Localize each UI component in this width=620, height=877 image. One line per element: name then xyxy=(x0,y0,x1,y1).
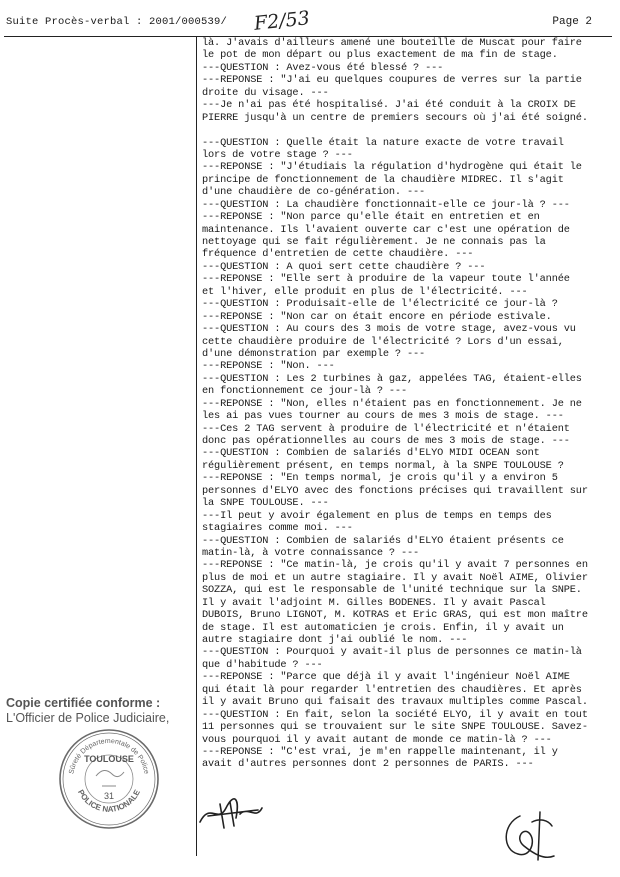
handwritten-reference: F2/53 xyxy=(253,7,311,35)
certified-copy-label: Copie certifiée conforme : xyxy=(6,696,161,710)
statement-line: Il y avait l'adjoint M. Gilles BODENES. Il y avait Pascal xyxy=(202,596,546,609)
statement-line: et l'hiver, elle produit en plus de l'électricité. --- xyxy=(202,285,528,298)
page-number: Page 2 xyxy=(552,16,592,28)
statement-line: ---REPONSE : "Non car on était encore en période estivale. xyxy=(202,310,552,323)
statement-line: les ai pas vues tourner au cours de mes 3 mois de stage. --- xyxy=(202,410,564,423)
statement-line: vous pourquoi il y avait autant de monde ce matin-là ? --- xyxy=(202,733,552,746)
statement-line: nettoyage qui se fait régulièrement. Je ne connais pas la xyxy=(202,236,546,248)
statement-line: 11 personnes qui se trouvaient sur le site SNPE TOULOUSE. Savez- xyxy=(202,721,588,734)
statement-line: ---REPONSE : "Non, elles n'étaient pas en fonctionnement. Je ne xyxy=(202,397,582,410)
statement-line: autre stagiaire dont j'ai oublié le nom. --- xyxy=(202,634,468,646)
page-header xyxy=(4,7,612,37)
statement-line: que d'habitude ? --- xyxy=(202,658,323,671)
statement-line: stagiaires comme moi. --- xyxy=(202,522,353,535)
statement-line xyxy=(202,124,607,136)
statement-line: PIERRE jusqu'à un centre de premiers secours où j'ai été soigné. xyxy=(202,111,588,124)
statement-line: ---REPONSE : "J'ai eu quelques coupures de verres sur la partie xyxy=(202,74,582,87)
statement-line: de stage. Il est automaticien je crois. Enfin, il y avait un xyxy=(202,621,564,634)
statement-line: SOZZA, qui est le responsable de l'unité technique sur la SNPE. xyxy=(202,584,582,597)
seal-number: 31 xyxy=(103,791,115,801)
statement-line: ---REPONSE : "C'est vrai, je m'en rappelle maintenant, il y xyxy=(202,745,558,758)
statement-line: ---REPONSE : "Elle sert à produire de la vapeur toute l'année xyxy=(202,273,570,286)
certification-stamp xyxy=(6,696,196,725)
statement-line: ---QUESTION : Pourquoi y avait-il plus de personnes ce matin-là xyxy=(202,646,582,659)
statement-line: plus de moi et un autre stagiaire. Il y avait Noël AIME, Olivier xyxy=(202,571,588,584)
statement-line: ---REPONSE : "Ce matin-là, je crois qu'il y avait 7 personnes en xyxy=(202,559,588,572)
statement-line: ---QUESTION : En fait, selon la société ELYO, il y avait en tout xyxy=(202,708,588,721)
statement-line: principe de fonctionnement de la chaudière MIDREC. Il s'agit xyxy=(202,173,564,186)
seal-text-top: Sûreté Départementale de Police xyxy=(68,737,150,775)
statement-line: ---Je n'ai pas été hospitalisé. J'ai été conduit à la CROIX DE xyxy=(202,99,576,112)
statement-line: ---QUESTION : Combien de salariés d'ELYO MIDI OCEAN sont xyxy=(202,447,540,460)
statement-line: ---Il peut y avoir également en plus de temps en temps des xyxy=(202,509,552,522)
seal-city: TOULOUSE xyxy=(84,754,134,764)
statement-line: ---REPONSE : "Non. --- xyxy=(202,360,335,373)
margin-rule xyxy=(196,36,197,856)
statement-body xyxy=(202,37,607,771)
signature-officer xyxy=(496,806,566,866)
seal-text-bottom: POLICE NATIONALE xyxy=(76,788,142,814)
statement-line: cette chaudière produire de l'électricité ? Lors d'un essai, xyxy=(202,335,564,348)
statement-line: qui était là pour regarder l'entretien des chaudières. Et après xyxy=(202,683,582,696)
statement-line: la SNPE TOULOUSE. --- xyxy=(202,497,329,510)
statement-line: ---QUESTION : La chaudière fonctionnait-elle ce jour-là ? --- xyxy=(202,198,570,211)
signature-initials xyxy=(196,794,266,834)
statement-line: d'une démonstration par exemple ? --- xyxy=(202,347,426,360)
statement-line: personnes d'ELYO avec des fonctions précises qui travaillent sur xyxy=(202,484,588,497)
report-reference: Suite Procès-verbal : 2001/000539/ xyxy=(6,16,228,28)
statement-line: fréquence d'entretien de cette chaudière. --- xyxy=(202,248,474,261)
statement-line: droite du visage. --- xyxy=(202,86,329,99)
statement-line: ---QUESTION : Au cours des 3 mois de votre stage, avez-vous vu xyxy=(202,323,576,336)
statement-line: ---QUESTION : Produisait-elle de l'électricité ce jour-là ? xyxy=(202,298,558,311)
statement-line: avait d'autres personnes dont 2 personnes de PARIS. --- xyxy=(202,758,534,771)
statement-line: maintenance. Ils l'avaient ouverte car c'est une opération de xyxy=(202,223,570,236)
statement-line: en fonctionnement ce jour-là ? --- xyxy=(202,385,407,398)
statement-line: donc pas opérationnelles au cours de mes 3 mois de stage. --- xyxy=(202,435,570,447)
statement-line: régulièrement présent, en temps normal, à la SNPE TOULOUSE ? xyxy=(202,459,564,472)
police-seal xyxy=(56,726,162,832)
statement-line: ---QUESTION : A quoi sert cette chaudière ? --- xyxy=(202,260,486,273)
statement-line: le pot de mon départ ou plus exactement de ma fin de stage. xyxy=(202,49,558,62)
statement-line: matin-là, à votre connaissance ? --- xyxy=(202,546,420,559)
statement-line: ---QUESTION : Avez-vous été blessé ? --- xyxy=(202,61,444,74)
statement-line: ---REPONSE : "J'étudiais la régulation d'hydrogène qui était le xyxy=(202,161,582,174)
statement-line: il y avait Bruno qui faisait des travaux multiples comme Pascal. xyxy=(202,696,588,709)
officer-label: L'Officier de Police Judiciaire, xyxy=(6,711,170,725)
statement-line: ---REPONSE : "En temps normal, je crois qu'il y a environ 5 xyxy=(202,472,558,485)
statement-line: DUBOIS, Bruno LIGNOT, M. KOTRAS et Eric GRAS, qui est mon maître xyxy=(202,609,588,622)
statement-line: d'une chaudière de co-génération. --- xyxy=(202,186,426,199)
statement-line: là. J'avais d'ailleurs amené une bouteille de Muscat pour faire xyxy=(202,37,582,49)
statement-line: ---REPONSE : "Parce que déjà il y avait l'ingénieur Noël AIME xyxy=(202,671,570,684)
statement-line: ---QUESTION : Quelle était la nature exacte de votre travail xyxy=(202,136,564,149)
statement-line: ---Ces 2 TAG servent à produire de l'électricité et n'étaient xyxy=(202,422,570,435)
statement-line: ---REPONSE : "Non parce qu'elle était en entretien et en xyxy=(202,211,540,224)
statement-line: lors de votre stage ? --- xyxy=(202,148,353,161)
statement-line: ---QUESTION : Les 2 turbines à gaz, appelées TAG, étaient-elles xyxy=(202,372,582,385)
statement-line: ---QUESTION : Combien de salariés d'ELYO étaient présents ce xyxy=(202,534,564,547)
